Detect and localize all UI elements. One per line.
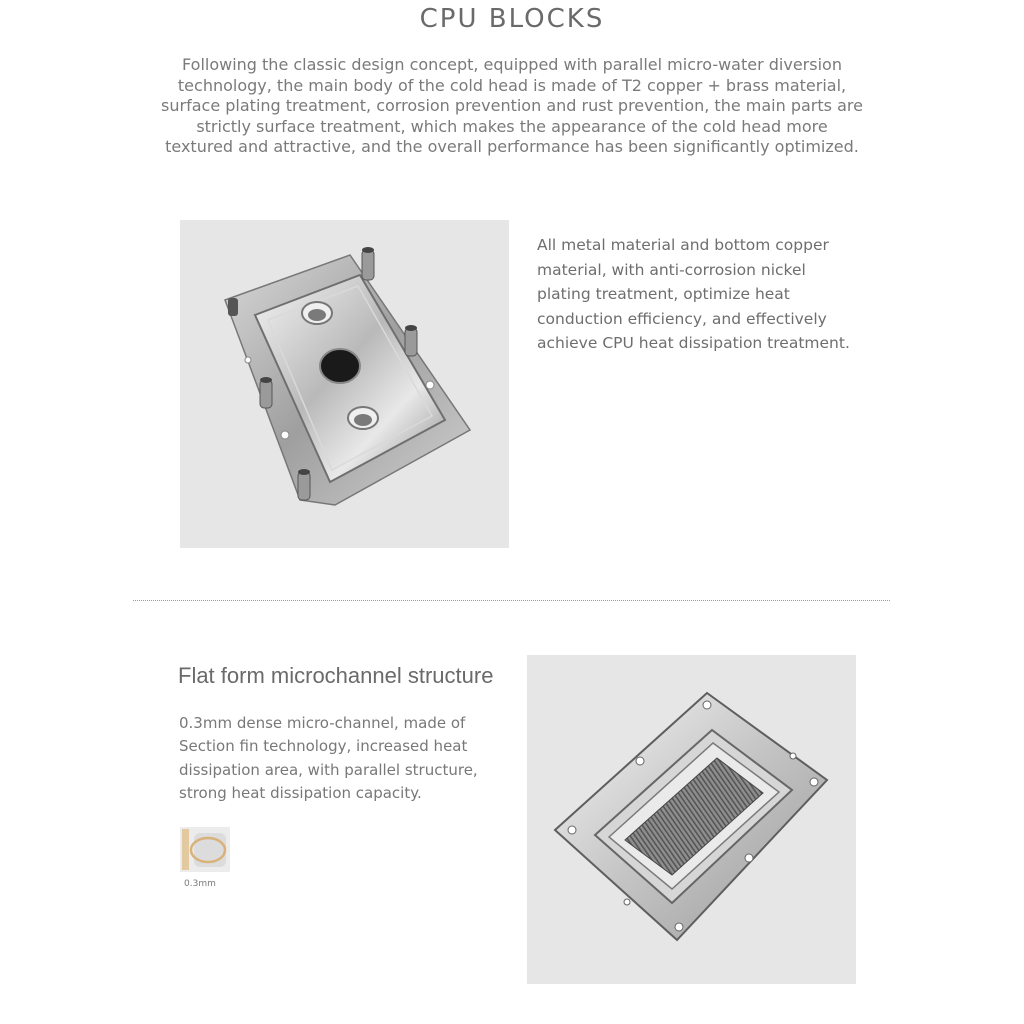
microchannel-description: 0.3mm dense micro-channel, made of Section fin technology, increased heat dissipation area, with parallel structure, strong heat dissipation capacity.	[179, 714, 478, 802]
cpu-block-photo	[180, 220, 509, 548]
microchannel-title: Flat form microchannel structure	[178, 663, 494, 688]
thumbnail-caption: 0.3mm	[184, 879, 216, 889]
section-divider	[133, 600, 890, 601]
cpu-block-description: All metal material and bottom copper material, with anti-corrosion nickel plating treatment, optimize heat conduction efficiency, and effectively achieve CPU heat dissipation treatment.	[537, 236, 850, 352]
page-title: CPU BLOCKS	[419, 4, 605, 34]
intro-paragraph: Following the classic design concept, equipped with parallel micro-water diversion technology, the main body of the cold head is made of T2 copper + brass material, surface plating treatment, corrosion prevention and rust prevention, the main parts are strictly surface treatment, which makes the appearance of the cold head more textured and attractive, and the overall performance has been significantly optimized.	[161, 55, 863, 156]
microchannel-thumbnail	[180, 827, 230, 872]
microchannel-base-photo	[527, 655, 856, 984]
